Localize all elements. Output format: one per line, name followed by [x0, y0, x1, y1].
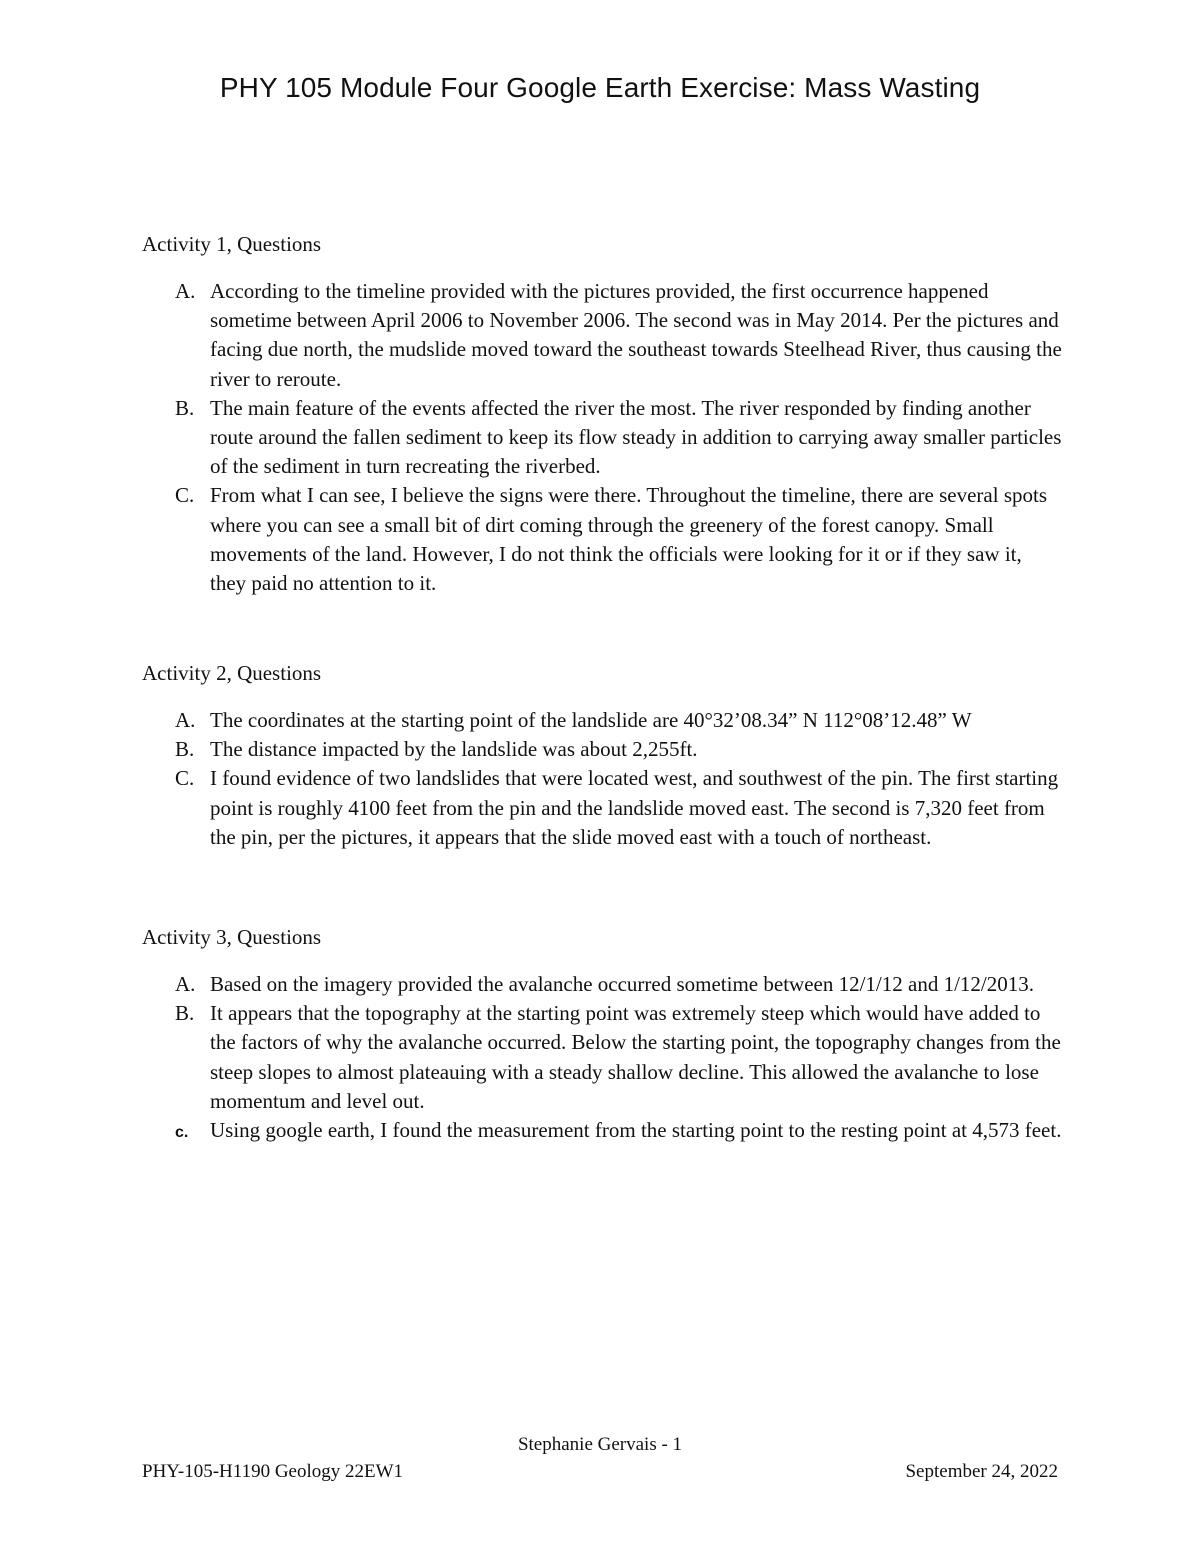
answer-item — [142, 970, 1062, 999]
activity-1-heading: Activity 1, Questions — [142, 232, 322, 256]
activity-1-answers — [142, 277, 1062, 598]
answer-text: Using google earth, I found the measurement from the starting point to the resting point at 4,573 feet. — [210, 1118, 1062, 1143]
activity-1-section — [142, 230, 1062, 598]
answer-text: The coordinates at the starting point of the landslide are 40°32’08.34” N 112°08’12.48” W — [210, 708, 972, 732]
answer-item — [142, 1116, 1062, 1147]
answer-item — [142, 735, 1062, 764]
answer-letter: B. — [175, 1001, 195, 1026]
answer-item — [142, 481, 1062, 598]
page-title: PHY 105 Module Four Google Earth Exercise: Mass Wasting — [219, 72, 981, 103]
answer-text: From what I can see, I believe the signs were there. Throughout the timeline, there are several spots where you can see a small bit of dirt coming through the greenery of the forest canopy. Small movements of the land. However, I do not think the officials were looking for it or if they saw it, they paid no attention to it. — [210, 483, 1047, 596]
answer-letter: A. — [175, 708, 196, 732]
answer-letter: c. — [175, 1124, 189, 1142]
answer-text: It appears that the topography at the starting point was extremely steep which would have added to the factors of why the avalanche occurred. Below the starting point, the topography changes from the steep slopes to almost plateauing with a steady shallow decline. This allowed the avalanche to lose momentum and level out. — [210, 1001, 1061, 1113]
activity-2-answers — [142, 706, 1062, 852]
footer-course: PHY-105-H1190 Geology 22EW1 — [142, 1461, 404, 1482]
answer-letter: C. — [175, 766, 195, 791]
answer-item — [142, 999, 1062, 1116]
answer-text: I found evidence of two landslides that were located west, and southwest of the pin. The first starting point is roughly 4100 feet from the pin and the landslide moved east. The second is 7,320 feet from the pin, per the pictures, it appears that the slide moved east with a touch of northeast. — [210, 766, 1059, 849]
answer-item — [142, 277, 1062, 394]
answer-text: The distance impacted by the landslide was about 2,255ft. — [210, 737, 698, 762]
answer-letter: A. — [175, 972, 196, 996]
answer-item — [142, 394, 1062, 482]
answer-letter: B. — [175, 395, 195, 420]
answer-text: According to the timeline provided with the pictures provided, the first occurrence happened sometime between April 2006 to November 2006. The second was in May 2014. Per the pictures and facing due north, the mudslide moved toward the southeast towards Steelhead River, thus causing the river to reroute. — [210, 279, 1062, 391]
activity-3-section — [142, 923, 1062, 1147]
answer-text: Based on the imagery provided the avalanche occurred sometime between 12/1/12 and 1/12/2013. — [210, 972, 1034, 996]
activity-2-heading: Activity 2, Questions — [142, 661, 322, 685]
answer-letter: B. — [175, 737, 195, 762]
activity-3-heading: Activity 3, Questions — [142, 925, 322, 949]
answer-item — [142, 706, 1062, 735]
answer-letter: A. — [175, 279, 196, 303]
answer-text: The main feature of the events affected the river the most. The river responded by finding another route around the fallen sediment to keep its flow steady in addition to carrying away smaller particles of the sediment in turn recreating the riverbed. — [210, 395, 1062, 479]
answer-letter: C. — [175, 483, 195, 508]
footer-author-page: Stephanie Gervais - 1 — [517, 1434, 683, 1455]
activity-2-section — [142, 659, 1062, 852]
activity-3-answers — [142, 970, 1062, 1147]
footer-date: September 24, 2022 — [905, 1461, 1058, 1482]
answer-item — [142, 764, 1062, 852]
